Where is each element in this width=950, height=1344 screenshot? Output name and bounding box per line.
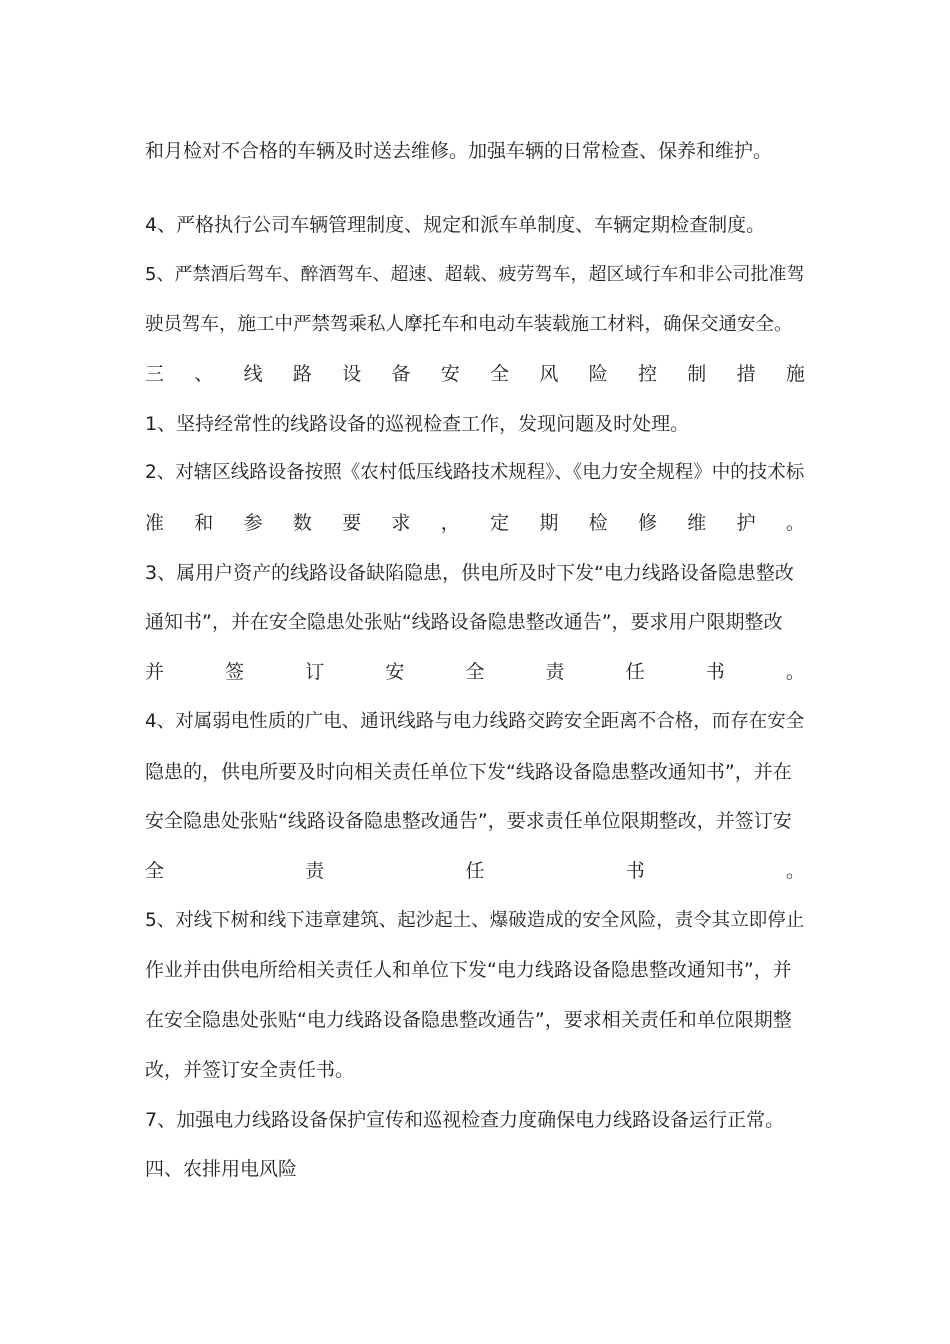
text-char: 书 [625,860,645,882]
justified-text-line [145,507,805,539]
text-line: 安全隐患处张贴“线路设备隐患整改通告”，要求责任单位限期整改，并签订安 [145,810,792,832]
text-line: 7、加强电力线路设备保护宣传和巡视检查力度确保电力线路设备运行正常。 [145,1109,785,1131]
text-line: 作业并由供电所给相关责任人和单位下发“电力线路设备隐患整改通知书”，并 [145,959,792,981]
text-char: 要 [342,512,362,534]
text-char: 参 [243,512,263,534]
heading-char: 施 [785,363,805,385]
text-char: 求 [391,512,411,534]
section-heading-line-equipment [145,358,805,390]
text-line: 和月检对不合格的车辆及时送去维修。加强车辆的日常检查、保养和维护。 [145,140,773,162]
heading-char: 安 [440,363,460,385]
text-line: 隐患的，供电所要及时向相关责任单位下发“线路设备隐患整改通知书”，并在 [145,761,792,783]
text-char: 。 [785,512,805,534]
text-line: 2、对辖区线路设备按照《农村低压线路技术规程》、《电力安全规程》中的技术标 [145,462,805,483]
text-line: 5、严禁酒后驾车、醉酒驾车、超速、超载、疲劳驾车，超区域行车和非公司批准驾 [145,264,805,285]
heading-char: 线 [243,363,263,385]
heading-char: 风 [539,363,559,385]
text-char: 期 [539,512,559,534]
text-line: 4、严格执行公司车辆管理制度、规定和派车单制度、车辆定期检查制度。 [145,214,766,236]
text-line: 驶员驾车，施工中严禁驾乘私人摩托车和电动车装载施工材料，确保交通安全。 [145,314,793,335]
text-line: 改，并签订安全责任书。 [145,1059,355,1081]
heading-char: 措 [736,363,756,385]
text-char: 。 [785,661,805,683]
text-char: 和 [194,512,214,534]
text-char: 护 [736,512,756,534]
text-char: 准 [145,512,165,534]
heading-char: 全 [490,363,510,385]
text-char: 定 [490,512,510,534]
justified-text-line [145,855,805,887]
heading-char: 制 [687,363,707,385]
heading-char: 设 [342,363,362,385]
text-char: 并 [145,661,165,683]
text-line: 1、坚持经常性的线路设备的巡视检查工作，发现问题及时处理。 [145,413,690,435]
text-line: 3、属用户资产的线路设备缺陷隐患，供电所及时下发“电力线路设备隐患整改 [145,562,794,584]
text-char: ， [440,512,460,534]
text-char: 。 [785,860,805,882]
text-char: 订 [305,661,325,683]
text-line: 4、对属弱电性质的广电、通讯线路与电力线路交跨安全距离不合格，而存在安全 [145,711,805,732]
text-char: 责 [545,661,565,683]
heading-char: 路 [292,363,312,385]
text-char: 责 [305,860,325,882]
text-line: 5、对线下树和线下违章建筑、起沙起土、爆破造成的安全风险，责令其立即停止 [145,910,805,931]
text-char: 数 [292,512,312,534]
text-char: 维 [687,512,707,534]
justified-text-line [145,656,805,688]
text-char: 检 [588,512,608,534]
text-char: 签 [225,661,245,683]
text-char: 任 [625,661,645,683]
text-char: 安 [385,661,405,683]
text-char: 书 [705,661,725,683]
text-char: 任 [465,860,485,882]
text-char: 修 [637,512,657,534]
text-char: 全 [465,661,485,683]
heading-char: 、 [194,363,214,385]
text-line: 在安全隐患处张贴“电力线路设备隐患整改通告”，要求相关责任和单位限期整 [145,1009,792,1031]
heading-char: 控 [637,363,657,385]
text-char: 全 [145,860,165,882]
section-heading: 四、农排用电风险 [145,1158,298,1180]
heading-char: 险 [588,363,608,385]
heading-char: 三 [145,363,165,385]
text-line: 通知书”，并在安全隐患处张贴“线路设备隐患整改通告”，要求用户限期整改 [145,611,783,633]
heading-char: 备 [391,363,411,385]
